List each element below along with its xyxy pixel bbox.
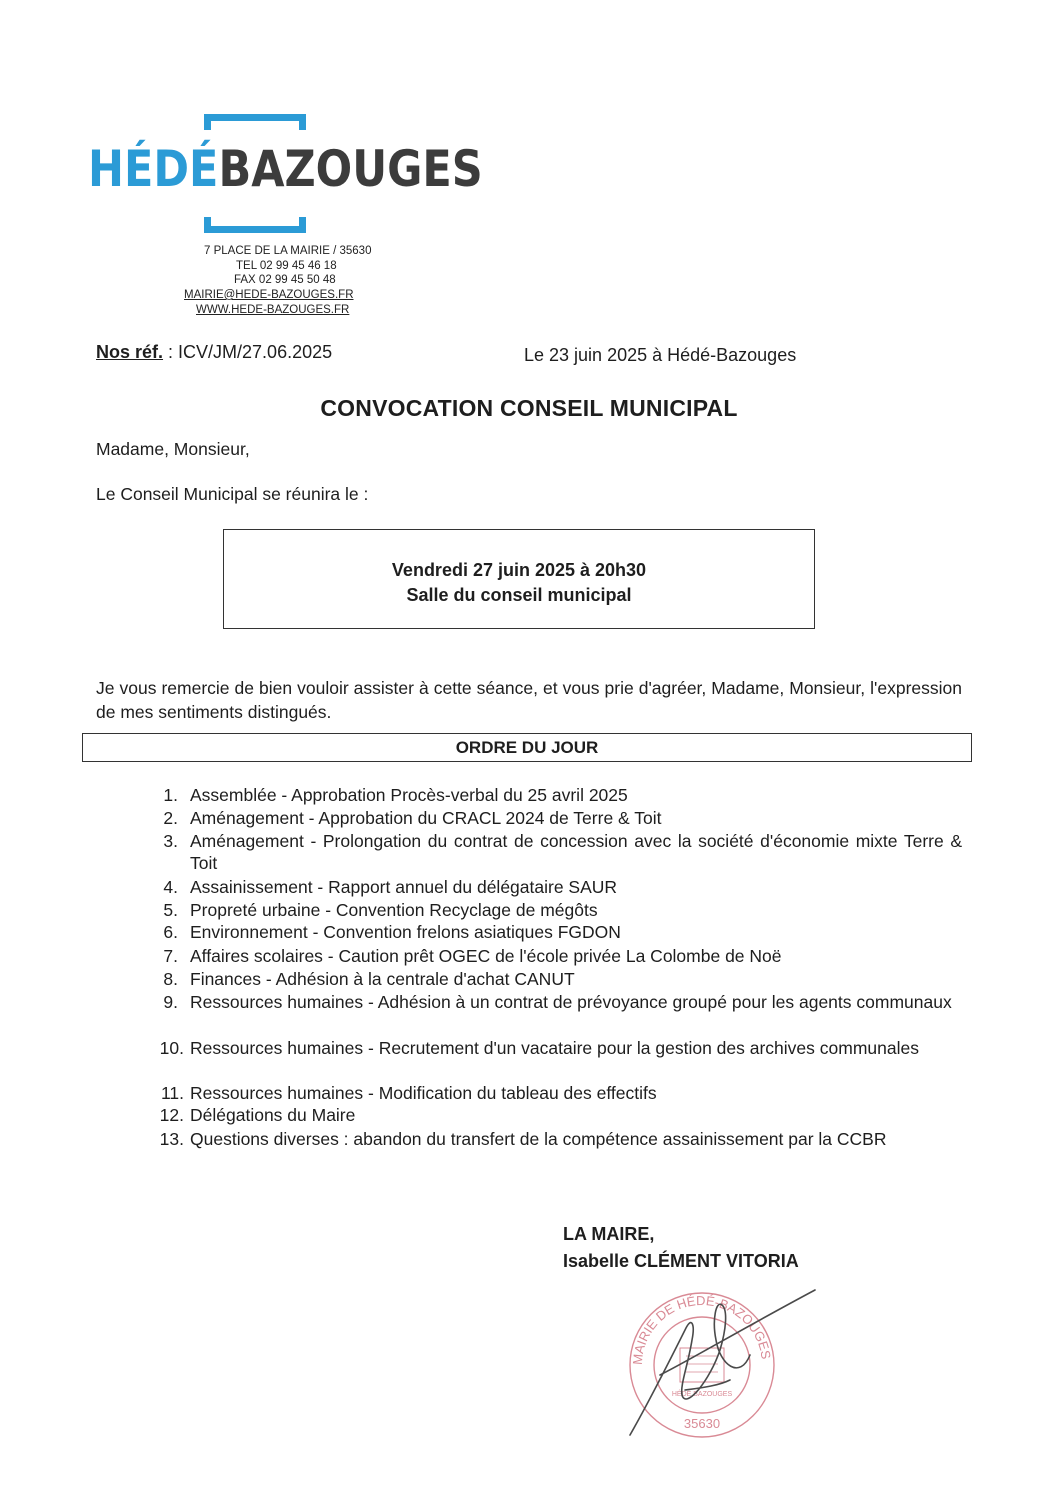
reference — [96, 342, 332, 363]
logo-bazouges: BAZOUGES — [218, 140, 483, 198]
page-title: CONVOCATION CONSEIL MUNICIPAL — [320, 395, 738, 421]
telephone: TEL 02 99 45 46 18 — [236, 260, 337, 272]
intro: Le Conseil Municipal se réunira le : — [96, 484, 369, 504]
agenda-item-number: 13. — [159, 1129, 184, 1149]
agenda-item-text: Aménagement - Approbation du CRACL 2024 de Terre & Toit — [190, 808, 662, 828]
website-link[interactable]: WWW.HEDE-BAZOUGES.FR — [196, 304, 350, 316]
agenda-item-number: 5. — [163, 900, 178, 920]
reference-label: Nos réf. — [96, 342, 164, 362]
meeting-date: Vendredi 27 juin 2025 à 20h30 — [391, 560, 647, 580]
logo-top-bar — [204, 114, 306, 121]
agenda-item-text: Assemblée - Approbation Procès-verbal du 25 avril 2025 — [190, 785, 628, 805]
agenda-item-number: 10. — [159, 1038, 184, 1058]
agenda-item-text: Aménagement - Prolongation du contrat de concession avec la société d'économie mixte Terre & Toit — [190, 831, 962, 873]
agenda-item-text: Questions diverses : abandon du transfert de la compétence assainissement par la CCBR — [190, 1129, 887, 1149]
date-place: Le 23 juin 2025 à Hédé-Bazouges — [524, 345, 797, 365]
logo-bottom-bar — [204, 226, 306, 233]
agenda-item-number: 12. — [159, 1105, 184, 1125]
agenda-item-text: Ressources humaines - Recrutement d'un vacataire pour la gestion des archives communales — [190, 1038, 919, 1058]
agenda-title: ORDRE DU JOUR — [455, 738, 599, 757]
agenda-item-text: Environnement - Convention frelons asiatiques FGDON — [190, 922, 621, 942]
agenda-item-number: 8. — [163, 969, 178, 989]
logo-top-bar-left-tick — [204, 114, 211, 130]
agenda-item-text: Assainissement - Rapport annuel du délégataire SAUR — [190, 877, 618, 897]
agenda-item-number: 6. — [163, 922, 178, 942]
agenda-item-text: Ressources humaines - Modification du tableau des effectifs — [190, 1083, 657, 1103]
stamp-text-bottom: 35630 — [683, 1416, 721, 1431]
fax: FAX 02 99 45 50 48 — [234, 274, 336, 286]
meeting-box — [223, 529, 815, 629]
agenda-item-text: Propreté urbaine - Convention Recyclage de mégôts — [190, 900, 598, 920]
logo-hede: HÉDÉ — [88, 140, 219, 198]
agenda-item-number: 9. — [163, 992, 178, 1012]
agenda-item-number: 11. — [160, 1083, 184, 1103]
agenda-item-number: 7. — [163, 946, 178, 966]
reference-value: : ICV/JM/27.06.2025 — [163, 342, 333, 362]
signatory-name: Isabelle CLÉMENT VITORIA — [563, 1251, 799, 1271]
logo — [88, 140, 483, 198]
signatory-role: LA MAIRE, — [563, 1224, 655, 1244]
meeting-location: Salle du conseil municipal — [406, 585, 632, 605]
mayor-stamp-and-signature — [600, 1270, 840, 1450]
address: 7 PLACE DE LA MAIRIE / 35630 — [204, 245, 372, 257]
agenda-item-text: Affaires scolaires - Caution prêt OGEC de l'école privée La Colombe de Noë — [190, 946, 782, 966]
logo-bottom-bar-right-tick — [299, 217, 306, 233]
logo-bottom-bar-left-tick — [204, 217, 211, 233]
agenda-item-text: Finances - Adhésion à la centrale d'achat CANUT — [190, 969, 575, 989]
agenda-header-box — [82, 733, 972, 762]
email-link[interactable]: MAIRIE@HEDE-BAZOUGES.FR — [184, 289, 354, 301]
agenda-item-number: 1. — [163, 785, 178, 805]
stamp-text-center: HÉDÉ BAZOUGES — [671, 1391, 733, 1398]
agenda-item-number: 4. — [163, 877, 178, 897]
agenda-item-text: Ressources humaines - Adhésion à un contrat de prévoyance groupé pour les agents communaux — [190, 992, 952, 1012]
salutation: Madame, Monsieur, — [96, 439, 250, 459]
stamp-text-top: MAIRIE DE HÉDÉ-BAZOUGES — [629, 1292, 774, 1366]
logo-top-bar-right-tick — [299, 114, 306, 130]
agenda-item-number: 3. — [163, 831, 178, 851]
closing-paragraph: Je vous remercie de bien vouloir assister à cette séance, et vous prie d'agréer, Madame, Monsieur, l'expression de mes sentiments distingués. — [96, 678, 962, 722]
agenda-item-text: Délégations du Maire — [190, 1105, 356, 1125]
agenda-item-number: 2. — [163, 808, 178, 828]
